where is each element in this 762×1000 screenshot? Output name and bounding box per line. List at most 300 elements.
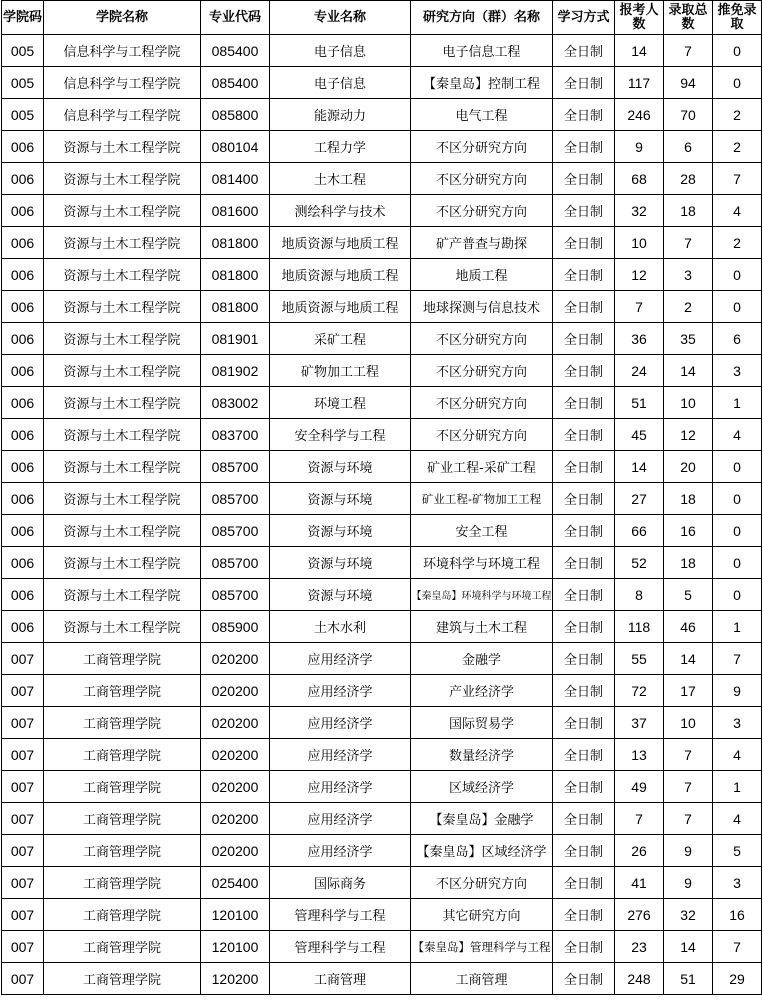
study-mode-cell: 全日制 <box>553 387 615 419</box>
college-code-cell: 006 <box>2 259 44 291</box>
college-name-cell: 工商管理学院 <box>44 931 201 963</box>
college-code-cell: 006 <box>2 547 44 579</box>
major-code-cell: 025400 <box>201 867 270 899</box>
admitted-total-cell: 46 <box>664 611 713 643</box>
major-name-cell: 矿物加工工程 <box>270 355 411 387</box>
research-direction-cell: 其它研究方向 <box>411 899 553 931</box>
study-mode-cell: 全日制 <box>553 867 615 899</box>
research-direction-cell: 不区分研究方向 <box>411 323 553 355</box>
college-code-cell: 006 <box>2 195 44 227</box>
college-name-cell: 资源与土木工程学院 <box>44 515 201 547</box>
applicants-cell: 66 <box>615 515 664 547</box>
table-row <box>2 739 762 771</box>
college-name-cell: 资源与土木工程学院 <box>44 163 201 195</box>
study-mode-cell: 全日制 <box>553 35 615 67</box>
exempt-admitted-cell: 6 <box>713 323 762 355</box>
research-direction-cell: 不区分研究方向 <box>411 195 553 227</box>
admitted-total-cell: 2 <box>664 291 713 323</box>
research-direction-cell: 【秦皇岛】区域经济学 <box>411 835 553 867</box>
college-code-cell: 005 <box>2 35 44 67</box>
college-code-cell: 007 <box>2 707 44 739</box>
study-mode-cell: 全日制 <box>553 99 615 131</box>
major-name-cell: 管理科学与工程 <box>270 899 411 931</box>
major-code-cell: 080104 <box>201 131 270 163</box>
college-code-cell: 006 <box>2 323 44 355</box>
admitted-total-cell: 18 <box>664 547 713 579</box>
major-code-cell: 020200 <box>201 675 270 707</box>
applicants-cell: 13 <box>615 739 664 771</box>
admitted-total-cell: 9 <box>664 867 713 899</box>
college-code-cell: 007 <box>2 931 44 963</box>
major-code-cell: 085800 <box>201 99 270 131</box>
research-direction-cell: 不区分研究方向 <box>411 867 553 899</box>
major-code-cell: 081902 <box>201 355 270 387</box>
college-name-cell: 工商管理学院 <box>44 675 201 707</box>
major-name-cell: 工程力学 <box>270 131 411 163</box>
research-direction-cell: 数量经济学 <box>411 739 553 771</box>
header-admitted-total: 录取总数 <box>664 1 713 35</box>
major-code-cell: 020200 <box>201 835 270 867</box>
major-name-cell: 测绘科学与技术 <box>270 195 411 227</box>
major-code-cell: 020200 <box>201 643 270 675</box>
header-applicants: 报考人数 <box>615 1 664 35</box>
college-name-cell: 资源与土木工程学院 <box>44 419 201 451</box>
major-code-cell: 085700 <box>201 515 270 547</box>
research-direction-cell: 建筑与土木工程 <box>411 611 553 643</box>
admitted-total-cell: 7 <box>664 803 713 835</box>
exempt-admitted-cell: 0 <box>713 291 762 323</box>
table-row <box>2 419 762 451</box>
research-direction-cell: 不区分研究方向 <box>411 419 553 451</box>
college-code-cell: 006 <box>2 163 44 195</box>
study-mode-cell: 全日制 <box>553 611 615 643</box>
college-name-cell: 信息科学与工程学院 <box>44 67 201 99</box>
research-direction-cell: 产业经济学 <box>411 675 553 707</box>
header-major-name: 专业名称 <box>270 1 411 35</box>
major-code-cell: 083700 <box>201 419 270 451</box>
exempt-admitted-cell: 0 <box>713 515 762 547</box>
major-name-cell: 应用经济学 <box>270 771 411 803</box>
college-name-cell: 工商管理学院 <box>44 707 201 739</box>
study-mode-cell: 全日制 <box>553 707 615 739</box>
applicants-cell: 7 <box>615 803 664 835</box>
major-name-cell: 应用经济学 <box>270 739 411 771</box>
exempt-admitted-cell: 5 <box>713 835 762 867</box>
research-direction-cell: 不区分研究方向 <box>411 387 553 419</box>
major-name-cell: 应用经济学 <box>270 643 411 675</box>
admitted-total-cell: 14 <box>664 643 713 675</box>
applicants-cell: 14 <box>615 451 664 483</box>
research-direction-cell: 区域经济学 <box>411 771 553 803</box>
major-code-cell: 020200 <box>201 707 270 739</box>
table-row <box>2 291 762 323</box>
exempt-admitted-cell: 4 <box>713 739 762 771</box>
study-mode-cell: 全日制 <box>553 227 615 259</box>
college-code-cell: 007 <box>2 739 44 771</box>
table-row <box>2 803 762 835</box>
study-mode-cell: 全日制 <box>553 771 615 803</box>
research-direction-cell: 环境科学与环境工程 <box>411 547 553 579</box>
exempt-admitted-cell: 29 <box>713 963 762 995</box>
major-name-cell: 环境工程 <box>270 387 411 419</box>
college-code-cell: 007 <box>2 803 44 835</box>
table-row <box>2 675 762 707</box>
major-name-cell: 资源与环境 <box>270 515 411 547</box>
college-name-cell: 工商管理学院 <box>44 803 201 835</box>
college-name-cell: 工商管理学院 <box>44 835 201 867</box>
admitted-total-cell: 9 <box>664 835 713 867</box>
major-code-cell: 085900 <box>201 611 270 643</box>
table-row <box>2 867 762 899</box>
major-code-cell: 120200 <box>201 963 270 995</box>
exempt-admitted-cell: 3 <box>713 355 762 387</box>
exempt-admitted-cell: 2 <box>713 227 762 259</box>
major-code-cell: 120100 <box>201 931 270 963</box>
research-direction-cell: 地质工程 <box>411 259 553 291</box>
study-mode-cell: 全日制 <box>553 739 615 771</box>
exempt-admitted-cell: 2 <box>713 99 762 131</box>
admitted-total-cell: 7 <box>664 35 713 67</box>
college-name-cell: 工商管理学院 <box>44 899 201 931</box>
college-name-cell: 工商管理学院 <box>44 867 201 899</box>
college-code-cell: 006 <box>2 579 44 611</box>
header-row <box>2 1 762 35</box>
college-code-cell: 006 <box>2 451 44 483</box>
admitted-total-cell: 70 <box>664 99 713 131</box>
major-name-cell: 应用经济学 <box>270 835 411 867</box>
exempt-admitted-cell: 1 <box>713 771 762 803</box>
applicants-cell: 51 <box>615 387 664 419</box>
college-name-cell: 资源与土木工程学院 <box>44 131 201 163</box>
study-mode-cell: 全日制 <box>553 323 615 355</box>
college-code-cell: 007 <box>2 963 44 995</box>
header-major-code: 专业代码 <box>201 1 270 35</box>
research-direction-cell: 矿产普查与勘探 <box>411 227 553 259</box>
exempt-admitted-cell: 7 <box>713 643 762 675</box>
major-name-cell: 地质资源与地质工程 <box>270 291 411 323</box>
header-exempt-admitted: 推免录取 <box>713 1 762 35</box>
study-mode-cell: 全日制 <box>553 131 615 163</box>
research-direction-cell: 地球探测与信息技术 <box>411 291 553 323</box>
applicants-cell: 7 <box>615 291 664 323</box>
table-row <box>2 99 762 131</box>
applicants-cell: 36 <box>615 323 664 355</box>
college-name-cell: 信息科学与工程学院 <box>44 35 201 67</box>
exempt-admitted-cell: 0 <box>713 483 762 515</box>
research-direction-cell: 矿业工程-采矿工程 <box>411 451 553 483</box>
major-name-cell: 地质资源与地质工程 <box>270 259 411 291</box>
college-name-cell: 资源与土木工程学院 <box>44 547 201 579</box>
study-mode-cell: 全日制 <box>553 675 615 707</box>
major-name-cell: 应用经济学 <box>270 707 411 739</box>
study-mode-cell: 全日制 <box>553 67 615 99</box>
research-direction-cell: 不区分研究方向 <box>411 355 553 387</box>
admitted-total-cell: 51 <box>664 963 713 995</box>
applicants-cell: 52 <box>615 547 664 579</box>
applicants-cell: 41 <box>615 867 664 899</box>
college-name-cell: 工商管理学院 <box>44 739 201 771</box>
major-name-cell: 资源与环境 <box>270 579 411 611</box>
table-row <box>2 195 762 227</box>
exempt-admitted-cell: 3 <box>713 707 762 739</box>
admitted-total-cell: 5 <box>664 579 713 611</box>
header-study-mode: 学习方式 <box>553 1 615 35</box>
applicants-cell: 23 <box>615 931 664 963</box>
applicants-cell: 12 <box>615 259 664 291</box>
table-row <box>2 35 762 67</box>
exempt-admitted-cell: 16 <box>713 899 762 931</box>
major-name-cell: 采矿工程 <box>270 323 411 355</box>
major-name-cell: 国际商务 <box>270 867 411 899</box>
exempt-admitted-cell: 0 <box>713 547 762 579</box>
college-name-cell: 资源与土木工程学院 <box>44 291 201 323</box>
table-row <box>2 963 762 995</box>
college-name-cell: 资源与土木工程学院 <box>44 355 201 387</box>
study-mode-cell: 全日制 <box>553 579 615 611</box>
college-code-cell: 006 <box>2 227 44 259</box>
header-college-name: 学院名称 <box>44 1 201 35</box>
exempt-admitted-cell: 0 <box>713 67 762 99</box>
major-name-cell: 安全科学与工程 <box>270 419 411 451</box>
study-mode-cell: 全日制 <box>553 835 615 867</box>
major-code-cell: 020200 <box>201 803 270 835</box>
applicants-cell: 24 <box>615 355 664 387</box>
study-mode-cell: 全日制 <box>553 803 615 835</box>
applicants-cell: 49 <box>615 771 664 803</box>
major-code-cell: 081800 <box>201 291 270 323</box>
exempt-admitted-cell: 4 <box>713 195 762 227</box>
research-direction-cell: 国际贸易学 <box>411 707 553 739</box>
admitted-total-cell: 20 <box>664 451 713 483</box>
college-code-cell: 007 <box>2 675 44 707</box>
research-direction-cell: 安全工程 <box>411 515 553 547</box>
admitted-total-cell: 18 <box>664 483 713 515</box>
admitted-total-cell: 35 <box>664 323 713 355</box>
study-mode-cell: 全日制 <box>553 195 615 227</box>
college-name-cell: 资源与土木工程学院 <box>44 227 201 259</box>
study-mode-cell: 全日制 <box>553 451 615 483</box>
table-row <box>2 387 762 419</box>
exempt-admitted-cell: 4 <box>713 803 762 835</box>
research-direction-cell: 工商管理 <box>411 963 553 995</box>
applicants-cell: 72 <box>615 675 664 707</box>
admitted-total-cell: 32 <box>664 899 713 931</box>
college-code-cell: 006 <box>2 419 44 451</box>
applicants-cell: 246 <box>615 99 664 131</box>
admitted-total-cell: 12 <box>664 419 713 451</box>
research-direction-cell: 矿业工程-矿物加工工程 <box>411 483 553 515</box>
college-name-cell: 工商管理学院 <box>44 963 201 995</box>
major-name-cell: 电子信息 <box>270 67 411 99</box>
exempt-admitted-cell: 0 <box>713 451 762 483</box>
table-row <box>2 515 762 547</box>
major-name-cell: 管理科学与工程 <box>270 931 411 963</box>
major-code-cell: 085700 <box>201 579 270 611</box>
table-row <box>2 899 762 931</box>
major-code-cell: 081600 <box>201 195 270 227</box>
major-code-cell: 081901 <box>201 323 270 355</box>
exempt-admitted-cell: 1 <box>713 611 762 643</box>
applicants-cell: 118 <box>615 611 664 643</box>
admitted-total-cell: 10 <box>664 387 713 419</box>
college-code-cell: 006 <box>2 131 44 163</box>
study-mode-cell: 全日制 <box>553 419 615 451</box>
applicants-cell: 26 <box>615 835 664 867</box>
research-direction-cell: 【秦皇岛】金融学 <box>411 803 553 835</box>
study-mode-cell: 全日制 <box>553 163 615 195</box>
exempt-admitted-cell: 2 <box>713 131 762 163</box>
table-row <box>2 259 762 291</box>
exempt-admitted-cell: 0 <box>713 35 762 67</box>
table-row <box>2 547 762 579</box>
college-name-cell: 资源与土木工程学院 <box>44 323 201 355</box>
major-name-cell: 资源与环境 <box>270 451 411 483</box>
exempt-admitted-cell: 0 <box>713 259 762 291</box>
major-code-cell: 120100 <box>201 899 270 931</box>
applicants-cell: 32 <box>615 195 664 227</box>
table-row <box>2 323 762 355</box>
research-direction-cell: 【秦皇岛】管理科学与工程 <box>411 931 553 963</box>
header-research-direction: 研究方向（群）名称 <box>411 1 553 35</box>
college-code-cell: 006 <box>2 483 44 515</box>
study-mode-cell: 全日制 <box>553 643 615 675</box>
college-name-cell: 资源与土木工程学院 <box>44 611 201 643</box>
major-code-cell: 081800 <box>201 259 270 291</box>
major-name-cell: 电子信息 <box>270 35 411 67</box>
major-code-cell: 081800 <box>201 227 270 259</box>
table-row <box>2 131 762 163</box>
major-name-cell: 土木水利 <box>270 611 411 643</box>
table-row <box>2 355 762 387</box>
college-code-cell: 006 <box>2 387 44 419</box>
college-name-cell: 资源与土木工程学院 <box>44 259 201 291</box>
major-name-cell: 应用经济学 <box>270 675 411 707</box>
college-code-cell: 007 <box>2 867 44 899</box>
college-name-cell: 资源与土木工程学院 <box>44 195 201 227</box>
table-body <box>2 35 762 995</box>
table-row <box>2 611 762 643</box>
research-direction-cell: 【秦皇岛】控制工程 <box>411 67 553 99</box>
table-row <box>2 67 762 99</box>
study-mode-cell: 全日制 <box>553 483 615 515</box>
college-code-cell: 006 <box>2 611 44 643</box>
admitted-total-cell: 6 <box>664 131 713 163</box>
college-name-cell: 资源与土木工程学院 <box>44 579 201 611</box>
exempt-admitted-cell: 1 <box>713 387 762 419</box>
table-row <box>2 835 762 867</box>
header-college-code: 学院码 <box>2 1 44 35</box>
exempt-admitted-cell: 4 <box>713 419 762 451</box>
college-name-cell: 工商管理学院 <box>44 643 201 675</box>
table-row <box>2 643 762 675</box>
college-name-cell: 工商管理学院 <box>44 771 201 803</box>
applicants-cell: 9 <box>615 131 664 163</box>
exempt-admitted-cell: 7 <box>713 931 762 963</box>
applicants-cell: 68 <box>615 163 664 195</box>
college-code-cell: 006 <box>2 515 44 547</box>
table-row <box>2 163 762 195</box>
college-code-cell: 006 <box>2 355 44 387</box>
major-name-cell: 工商管理 <box>270 963 411 995</box>
admitted-total-cell: 94 <box>664 67 713 99</box>
research-direction-cell: 不区分研究方向 <box>411 163 553 195</box>
admitted-total-cell: 3 <box>664 259 713 291</box>
major-code-cell: 085400 <box>201 35 270 67</box>
exempt-admitted-cell: 0 <box>713 579 762 611</box>
major-code-cell: 020200 <box>201 739 270 771</box>
applicants-cell: 8 <box>615 579 664 611</box>
study-mode-cell: 全日制 <box>553 547 615 579</box>
admitted-total-cell: 14 <box>664 931 713 963</box>
study-mode-cell: 全日制 <box>553 899 615 931</box>
applicants-cell: 45 <box>615 419 664 451</box>
college-code-cell: 007 <box>2 899 44 931</box>
admitted-total-cell: 18 <box>664 195 713 227</box>
study-mode-cell: 全日制 <box>553 291 615 323</box>
major-code-cell: 085700 <box>201 451 270 483</box>
major-code-cell: 020200 <box>201 771 270 803</box>
applicants-cell: 10 <box>615 227 664 259</box>
admitted-total-cell: 28 <box>664 163 713 195</box>
exempt-admitted-cell: 7 <box>713 163 762 195</box>
admitted-total-cell: 14 <box>664 355 713 387</box>
admissions-table <box>1 0 762 995</box>
major-code-cell: 085400 <box>201 67 270 99</box>
college-code-cell: 007 <box>2 643 44 675</box>
college-name-cell: 资源与土木工程学院 <box>44 483 201 515</box>
major-code-cell: 085700 <box>201 483 270 515</box>
applicants-cell: 276 <box>615 899 664 931</box>
applicants-cell: 248 <box>615 963 664 995</box>
research-direction-cell: 【秦皇岛】环境科学与环境工程 <box>411 579 553 611</box>
admitted-total-cell: 7 <box>664 739 713 771</box>
major-name-cell: 资源与环境 <box>270 547 411 579</box>
study-mode-cell: 全日制 <box>553 355 615 387</box>
college-code-cell: 005 <box>2 67 44 99</box>
study-mode-cell: 全日制 <box>553 931 615 963</box>
study-mode-cell: 全日制 <box>553 515 615 547</box>
admitted-total-cell: 16 <box>664 515 713 547</box>
admitted-total-cell: 7 <box>664 771 713 803</box>
table-row <box>2 451 762 483</box>
college-code-cell: 006 <box>2 291 44 323</box>
college-code-cell: 007 <box>2 835 44 867</box>
major-name-cell: 能源动力 <box>270 99 411 131</box>
table-row <box>2 227 762 259</box>
college-code-cell: 007 <box>2 771 44 803</box>
college-name-cell: 资源与土木工程学院 <box>44 451 201 483</box>
table-row <box>2 931 762 963</box>
admitted-total-cell: 7 <box>664 227 713 259</box>
research-direction-cell: 不区分研究方向 <box>411 131 553 163</box>
exempt-admitted-cell: 9 <box>713 675 762 707</box>
major-code-cell: 085700 <box>201 547 270 579</box>
table-row <box>2 483 762 515</box>
table-row <box>2 771 762 803</box>
applicants-cell: 27 <box>615 483 664 515</box>
major-name-cell: 地质资源与地质工程 <box>270 227 411 259</box>
major-name-cell: 资源与环境 <box>270 483 411 515</box>
admitted-total-cell: 10 <box>664 707 713 739</box>
study-mode-cell: 全日制 <box>553 963 615 995</box>
major-name-cell: 应用经济学 <box>270 803 411 835</box>
college-name-cell: 资源与土木工程学院 <box>44 387 201 419</box>
table-row <box>2 707 762 739</box>
applicants-cell: 14 <box>615 35 664 67</box>
study-mode-cell: 全日制 <box>553 259 615 291</box>
college-name-cell: 信息科学与工程学院 <box>44 99 201 131</box>
research-direction-cell: 电气工程 <box>411 99 553 131</box>
